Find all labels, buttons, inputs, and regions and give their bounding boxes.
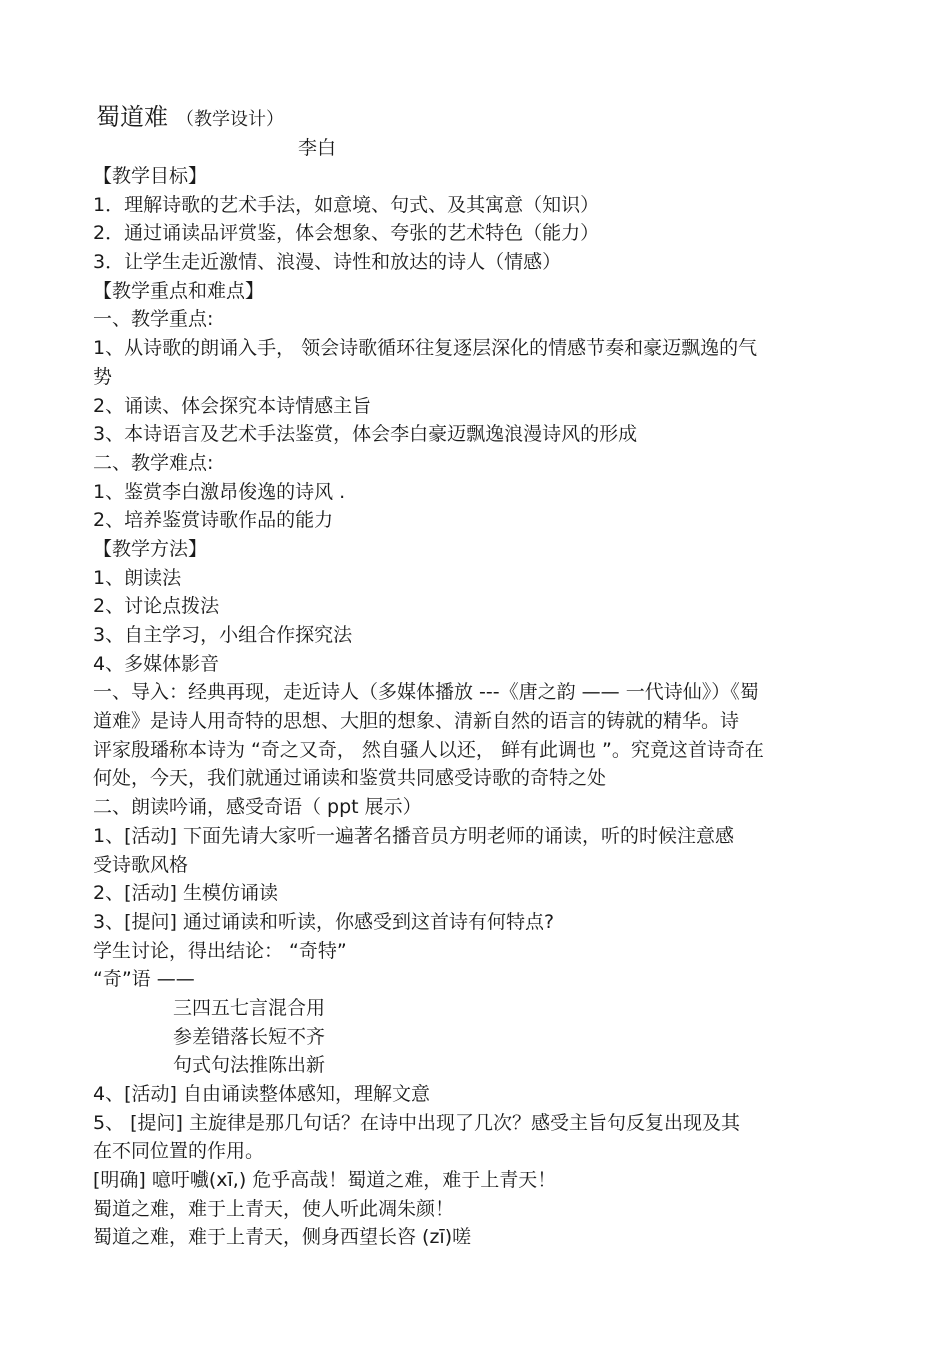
intro-paragraph-line: 评家殷璠称本诗为 “奇之又奇， 然自骚人以还， 鲜有此调也 ”。究竟这首诗奇在 (93, 738, 764, 761)
objective-item-1: 1．理解诗歌的艺术手法，如意境、句式、及其寓意（知识） (93, 193, 600, 216)
activity-4: 4、[活动] 自由诵读整体感知，理解文意 (93, 1083, 430, 1105)
question-5-cont: 在不同位置的作用。 (93, 1140, 265, 1163)
qi-language-heading: “奇”语 —— (93, 968, 195, 991)
question-5: 5、 [提问] 主旋律是那几句话？在诗中出现了几次？感受主旨句反复出现及其 (93, 1111, 740, 1134)
doc-author: 李白 (298, 137, 337, 159)
reading-section-heading: 二、朗读吟诵，感受奇语（ ppt 展示） (93, 796, 422, 819)
key-point-1-cont: 势 (93, 365, 113, 388)
objective-item-2: 2．通过诵读品评赏鉴，体会想象、夸张的艺术特色（能力） (93, 222, 600, 245)
method-1: 1、朗读法 (93, 566, 182, 589)
poem-line: 蜀道之难，难于上青天，侧身西望长咨 (zī)嗟 (93, 1226, 472, 1249)
section-heading-key-points: 【教学重点和难点】 (93, 279, 265, 302)
doc-body (93, 162, 913, 1252)
activity-1-cont: 受诗歌风格 (93, 853, 189, 876)
subheading-difficulties: 二、教学难点: (93, 451, 214, 474)
key-point-3: 3、本诗语言及艺术手法鉴赏，体会李白豪迈飘逸浪漫诗风的形成 (93, 423, 638, 446)
key-point-1: 1、从诗歌的朗诵入手， 领会诗歌循环往复逐层深化的情感节奏和豪迈飘逸的气 (93, 337, 758, 360)
intro-paragraph-line: 一、导入：经典再现，走近诗人（多媒体播放 ---《唐之韵 —— 一代诗仙》）《蜀 (93, 681, 759, 704)
doc-title: 蜀道难 (96, 103, 168, 131)
method-2: 2、讨论点拨法 (93, 595, 220, 618)
intro-paragraph-line: 何处，今天，我们就通过诵读和鉴赏共同感受诗歌的奇特之处 (93, 767, 607, 790)
discussion-conclusion: 学生讨论，得出结论： “奇特” (93, 939, 347, 962)
difficulty-1: 1、鉴赏李白激昂俊逸的诗风 . (93, 480, 346, 503)
poem-line: 蜀道之难，难于上青天，使人听此凋朱颜！ (93, 1197, 455, 1220)
activity-2: 2、[活动] 生模仿诵读 (93, 882, 278, 905)
doc-subtitle: （教学设计） (176, 109, 284, 130)
method-4: 4、多媒体影音 (93, 652, 220, 675)
key-point-2: 2、诵读、体会探究本诗情感主旨 (93, 394, 372, 417)
section-heading-methods: 【教学方法】 (93, 537, 208, 560)
section-heading-objectives: 【教学目标】 (93, 165, 208, 187)
intro-paragraph-line: 道难》是诗人用奇特的思想、大胆的想象、清新自然的语言的铸就的精华。诗 (93, 710, 740, 733)
objective-item-3: 3．让学生走近激情、浪漫、诗性和放达的诗人（情感） (93, 251, 562, 274)
difficulty-2: 2、培养鉴赏诗歌作品的能力 (93, 509, 334, 532)
question-3: 3、[提问] 通过诵读和听读，你感受到这首诗有何特点? (93, 910, 555, 933)
clarification-line: [明确] 噫吁嚱(xī,) 危乎高哉！蜀道之难，难于上青天！ (93, 1169, 557, 1192)
qi-feature-3: 句式句法推陈出新 (173, 1054, 326, 1077)
title-row (96, 100, 284, 134)
qi-feature-1: 三四五七言混合用 (173, 996, 326, 1019)
qi-feature-2: 参差错落长短不齐 (173, 1025, 326, 1048)
activity-1: 1、[活动] 下面先请大家听一遍著名播音员方明老师的诵读，听的时候注意感 (93, 824, 734, 847)
subheading-key-points: 一、教学重点: (93, 308, 214, 331)
method-3: 3、自主学习，小组合作探究法 (93, 624, 353, 646)
